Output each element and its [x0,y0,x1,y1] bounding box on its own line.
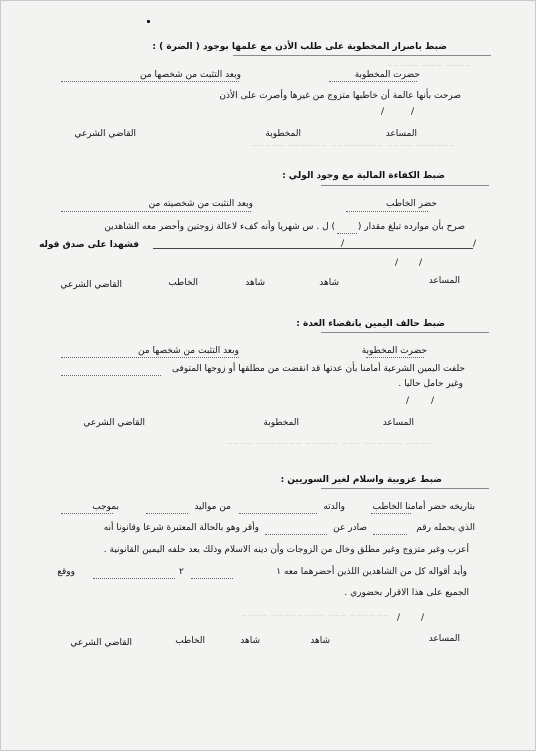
bleed-through-text: ~~~~~~ ~~~~ ~~~~~~~~ ~~~~~~ ~~~~~ [251,141,456,150]
section-title: ضبط باصرار المخطوبة على طلب الأذن مع علمها بوجود ( الضرة ) : [152,42,447,52]
date-slash: / [341,239,345,249]
entry-line [153,248,473,249]
signature-assistant: المساعد [428,634,460,644]
title-rule [321,332,489,333]
signature-judge: القاضي الشرعي [60,280,122,290]
title-rule [233,55,491,56]
celibacy-statement: أعزب وغير متزوج وغير مطلق وخال من الزوجات وأن دينه الاسلام وذلك بعد حلفه اليمين القانونية . [103,545,469,555]
ink-dot [147,20,150,23]
date-slash: / [473,239,477,249]
issuer-field [265,534,327,535]
date-slash: / [419,258,423,268]
suitor-name-field [346,211,428,212]
document-type-field [61,513,113,514]
title-rule [321,488,489,489]
identity-source-field [61,357,239,358]
section-title: ضبط عزوبية واسلام لغير السوريين : [280,475,442,485]
not-pregnant-text: وغير حامل حاليا . [398,379,463,389]
document-label: بموجب [92,502,119,512]
signature-judge: القاضي الشرعي [74,129,136,139]
date-slash: / [431,396,435,406]
title-rule [321,185,489,186]
signature-fiancee: المخطوبة [263,418,299,428]
acknowledgement-closing: الجميع على هذا الاقرار بحضوري . [344,588,469,598]
identity-source-field [61,211,251,212]
date-slash: / [381,107,385,117]
id-number-label: الذي يحمله رقم [416,523,475,533]
income-declaration: ) ل . س شهريا وأنه كفء لاعالة زوجتين وأحضر معه الشاهدين [104,222,335,232]
date-slash: / [397,613,401,623]
signature-witness-1: شاهد [310,636,330,646]
signature-witness-1: شاهد [319,278,339,288]
section-title: ضبط الكفاءة المالية مع وجود الولي : [282,171,445,181]
signature-witness-2: شاهد [245,278,265,288]
date-slash: / [406,396,410,406]
signature-fiancee: المخطوبة [265,129,301,139]
signed-label: ووقع [57,567,75,577]
identity-source-field [61,81,239,82]
income-amount-field [337,233,357,234]
fiancee-label: حضرت المخطوبة [361,346,427,356]
suitor-label: بتاريخه حضر أمامنا الخاطب [372,502,475,512]
income-label: صرح بأن موارده تبلغ مقدار ( [357,222,465,232]
identity-check-label: وبعد التثبت من شخصها من [140,70,241,80]
fiancee-name-field [329,81,417,82]
signature-assistant: المساعد [382,418,414,428]
signature-assistant: المساعد [385,129,417,139]
mother-label: والدته [323,502,345,512]
birthplace-field [146,513,188,514]
fiancee-name-field [366,357,424,358]
declaration-text: صرحت بأنها عالمة أن خاطبها متزوج من غيرها وأصرت على الأذن [219,91,461,101]
date-slash: / [395,258,399,268]
bleed-through-text: ~~~~~~ ~~~ ~~~~~~~~ ~~~~ [241,611,390,620]
birthplace-label: من مواليد [194,502,231,512]
suitor-name-field [371,513,411,514]
oath-continuation-field [61,375,161,376]
bleed-through-text: ~~~~ ~~~ ~~~~~ [386,61,472,70]
bleed-through-text: ~~~~ ~~~~~~ ~~~ ~~~~~ ~~~~~~~ ~~~~ [226,439,434,448]
identity-check-label: وبعد التثبت من شخصها من [138,346,239,356]
witness-2-field [93,578,175,579]
id-number-field [373,534,407,535]
signature-judge: القاضي الشرعي [70,638,132,648]
date-slash: / [421,613,425,623]
signature-judge: القاضي الشرعي [83,418,145,428]
identity-check-label: وبعد التثبت من شخصيته من [148,199,253,209]
witness-2-number: ٢ [179,567,184,577]
signature-witness-2: شاهد [240,636,260,646]
witness-attestation: فشهدا على صدق قوله [39,240,139,250]
acknowledgement-text: وأقر وهو بالحالة المعتبرة شرعا وقانونا أنه [103,523,259,533]
witnesses-label: وأيد أقواله كل من الشاهدين اللذين أحضرهما معه ١ [276,567,467,577]
signature-suitor: الخاطب [168,278,198,288]
mother-name-field [239,513,317,514]
issuer-label: صادر عن [333,523,367,533]
witness-1-field [191,578,233,579]
section-title: ضبط حالف اليمين بانقضاء العدة : [296,319,445,329]
suitor-label: حضر الخاطب [386,199,437,209]
date-slash: / [411,107,415,117]
fiancee-label: حضرت المخطوبة [354,70,420,80]
signature-suitor: الخاطب [175,636,205,646]
oath-text: حلفت اليمين الشرعية أمامنا بأن عدتها قد انقضت من مطلقها أو زوجها المتوفى [172,364,465,374]
signature-assistant: المساعد [428,276,460,286]
